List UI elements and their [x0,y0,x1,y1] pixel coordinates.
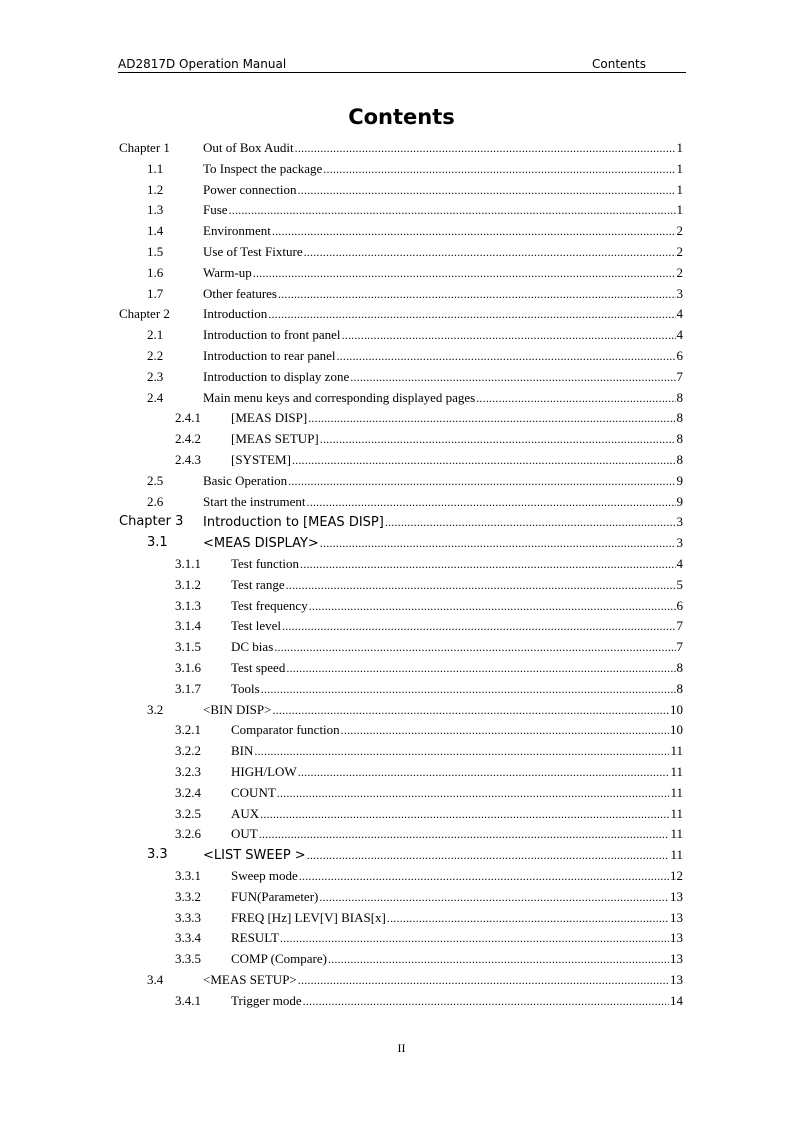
toc-entry[interactable] [0,783,793,804]
toc-entry-number: 3.1 [147,535,168,551]
toc-entry-page: 8 [676,410,683,426]
toc-entry-page: 1 [676,160,683,176]
toc-entry-label: FUN(Parameter) [231,888,319,904]
toc-entry-page: 7 [676,618,683,634]
dot-leader [261,679,676,700]
toc-entry-label: RESULT [231,930,279,946]
dot-leader [272,221,676,242]
dot-leader [274,637,675,658]
dot-leader [387,908,669,929]
toc-entry-number: 3.1.1 [175,556,201,571]
toc-entry[interactable] [0,346,793,367]
toc-entry[interactable] [0,575,793,596]
toc-entry-number: 3.2.5 [175,805,201,821]
toc-entry-number: 3.1.6 [175,660,201,675]
toc-entry-page: 13 [670,888,683,904]
toc-entry-page: 6 [676,348,683,363]
toc-entry[interactable] [0,866,793,887]
toc-entry-label: Basic Operation [203,472,288,488]
toc-entry[interactable] [0,949,793,970]
toc-entry-page: 13 [670,930,683,946]
toc-entry-label: Out of Box Audit [203,140,294,155]
toc-entry-label: Fuse [203,202,228,218]
dot-leader [298,180,676,201]
toc-entry-label: Other features [203,285,277,301]
dot-leader [260,804,669,825]
toc-entry-label: Introduction to rear panel [203,348,336,363]
toc-entry-number: Chapter 2 [119,306,170,322]
toc-entry[interactable] [0,284,793,305]
toc-entry[interactable] [0,845,793,866]
toc-entry[interactable] [0,388,793,409]
toc-entry-number: 3.1.7 [175,680,201,696]
toc-entry[interactable] [0,325,793,346]
toc-entry-label: <LIST SWEEP > [203,848,306,864]
toc-entry-page: 13 [670,909,683,925]
toc-entry-page: 10 [670,701,683,717]
toc-entry-number: Chapter 3 [119,514,184,530]
dot-leader [277,783,670,804]
toc-entry-page: 4 [676,327,683,343]
toc-entry-page: 3 [676,285,683,301]
toc-entry-page: 8 [676,389,683,405]
toc-entry-label: Test level [231,618,281,634]
dot-leader [320,429,676,450]
toc-entry-page: 1 [676,181,683,197]
toc-entry-number: 3.4.1 [175,992,201,1008]
toc-entry-page: 1 [676,202,683,218]
toc-entry-label: Introduction to [MEAS DISP] [203,515,384,531]
toc-entry-number: 2.3 [147,368,164,384]
toc-entry[interactable] [0,658,793,679]
toc-entry-number: 3.2 [147,701,164,717]
toc-entry-page: 7 [676,639,683,655]
toc-entry-page: 13 [670,951,683,967]
toc-entry-label: <MEAS DISPLAY> [203,536,319,552]
toc-entry[interactable] [0,512,793,533]
dot-leader [295,138,676,159]
toc-entry-label: [MEAS DISP] [231,410,308,426]
toc-entry-number: 3.1.4 [175,618,201,634]
toc-entry-number: 3.2.1 [175,722,201,738]
toc-entry-page: 11 [670,826,683,842]
dot-leader [253,263,676,284]
toc-entry-number: 3.3.5 [175,951,201,967]
toc-entry-number: 1.4 [147,223,164,239]
toc-entry-number: 1.2 [147,181,164,197]
page-number: II [397,1041,406,1055]
dot-leader [292,450,676,471]
toc-entry-number: 2.4.1 [175,410,201,426]
dot-leader [282,616,676,637]
dot-leader [320,533,676,554]
toc-entry-number: 2.2 [147,348,164,363]
toc-entry[interactable] [0,471,793,492]
toc-entry-page: 10 [670,722,683,738]
toc-entry-label: Test range [231,576,285,592]
toc-entry-label: [MEAS SETUP] [231,431,319,447]
toc-entry-page: 8 [676,660,683,675]
toc-entry-page: 8 [676,431,683,447]
toc-entry-number: 1.5 [147,244,164,259]
toc-entry-number: 2.5 [147,472,164,488]
dot-leader [280,928,669,949]
toc-entry-page: 3 [676,535,683,551]
toc-entry[interactable] [0,970,793,991]
toc-entry-page: 2 [676,223,683,239]
toc-entry-page: 11 [670,764,683,779]
toc-entry[interactable] [0,908,793,929]
dot-leader [278,284,676,305]
toc-entry-number: Chapter 1 [119,140,170,155]
toc-entry-number: 3.3.2 [175,888,201,904]
dot-leader [300,554,675,575]
toc-entry-label: BIN [231,743,254,759]
toc-entry-number: 3.3.1 [175,868,201,883]
dot-leader [342,325,676,346]
toc-entry-page: 11 [670,847,683,863]
toc-entry[interactable] [0,679,793,700]
toc-entry-label: Introduction to display zone [203,368,350,384]
toc-entry-number: 3.1.5 [175,639,201,655]
toc-entry-page: 4 [676,306,683,322]
dot-leader [286,658,675,679]
toc-entry-label: OUT [231,826,258,842]
dot-leader [307,492,676,513]
toc-entry-page: 11 [670,743,683,759]
dot-leader [308,408,675,429]
toc-entry-label: <MEAS SETUP> [203,972,297,987]
dot-leader [336,346,675,367]
toc-entry-label: Warm-up [203,264,252,280]
dot-leader [298,970,669,991]
dot-leader [476,388,675,409]
toc-entry[interactable] [0,741,793,762]
toc-entry[interactable] [0,492,793,513]
toc-entry-page: 1 [676,140,683,155]
toc-entry-page: 4 [676,556,683,571]
toc-entry-page: 8 [676,452,683,467]
toc-entry-page: 8 [676,680,683,696]
toc-entry-label: COUNT [231,784,276,800]
toc-entry[interactable] [0,720,793,741]
dot-leader [309,596,676,617]
dot-leader [298,762,670,783]
toc-entry[interactable] [0,637,793,658]
dot-leader [259,824,670,845]
dot-leader [268,304,675,325]
toc-entry[interactable] [0,554,793,575]
toc-entry[interactable] [0,429,793,450]
toc-entry-label: Tools [231,680,260,696]
manual-title: AD2817D Operation Manual [118,57,287,71]
toc-entry-page: 9 [676,472,683,488]
toc-entry-page: 11 [670,805,683,821]
toc-entry[interactable] [0,180,793,201]
toc-entry-page: 2 [676,264,683,280]
toc-entry-page: 5 [676,576,683,592]
toc-entry-label: HIGH/LOW [231,764,297,779]
toc-entry-number: 2.6 [147,493,164,509]
toc-entry-page: 13 [670,972,683,987]
toc-entry-page: 2 [676,244,683,259]
toc-entry-label: <BIN DISP> [203,701,272,717]
toc-entry-page: 11 [670,784,683,800]
dot-leader [307,845,670,866]
dot-leader [385,512,676,533]
toc-entry[interactable] [0,596,793,617]
dot-leader [254,741,669,762]
dot-leader [328,949,669,970]
toc-entry-number: 3.1.2 [175,576,201,592]
toc-entry-label: Sweep mode [231,868,298,883]
dot-leader [229,200,676,221]
toc-entry-label: Use of Test Fixture [203,244,303,259]
toc-entry[interactable] [0,887,793,908]
dot-leader [304,242,676,263]
dot-leader [319,887,669,908]
toc-entry-number: 1.3 [147,202,164,218]
dot-leader [272,700,669,721]
toc-entry-label: AUX [231,805,260,821]
toc-entry-number: 3.4 [147,972,164,987]
toc-entry[interactable] [0,616,793,637]
toc-entry[interactable] [0,200,793,221]
toc-entry-page: 7 [676,368,683,384]
toc-entry-label: Comparator function [231,722,340,738]
toc-entry-page: 6 [676,597,683,613]
toc-entry-number: 3.3.3 [175,909,201,925]
toc-entry-label: Power connection [203,181,297,197]
toc-entry-number: 3.2.4 [175,784,201,800]
toc-entry[interactable] [0,450,793,471]
toc-entry-number: 1.7 [147,285,164,301]
toc-entry-page: 3 [676,514,683,530]
running-header [118,57,686,73]
toc-entry-page: 14 [670,992,683,1008]
toc-entry-number: 1.6 [147,264,164,280]
dot-leader [288,471,675,492]
toc-entry-number: 3.2.6 [175,826,201,842]
header-section: Contents [592,57,646,71]
toc-entry[interactable] [0,221,793,242]
toc-entry-label: Environment [203,223,271,239]
toc-entry-number: 3.3 [147,847,168,863]
toc-entry-number: 2.4.3 [175,452,201,467]
toc-entry-page: 9 [676,493,683,509]
toc-entry-label: Start the instrument [203,493,306,509]
toc-entry[interactable] [0,533,793,554]
toc-entry[interactable] [0,408,793,429]
toc-entry-label: Test frequency [231,597,308,613]
toc-entry-number: 2.4 [147,389,164,405]
dot-leader [303,991,669,1012]
toc-entry-number: 2.4.2 [175,431,201,447]
toc-entry-number: 3.3.4 [175,930,201,946]
toc-entry[interactable] [0,804,793,825]
toc-entry[interactable] [0,263,793,284]
toc-entry[interactable] [0,242,793,263]
toc-entry-number: 1.1 [147,160,164,176]
toc-entry[interactable] [0,762,793,783]
toc-entry-number: 3.1.3 [175,597,201,613]
toc-entry-number: 3.2.3 [175,764,201,779]
toc-entry-page: 12 [670,868,683,883]
toc-entry-number: 3.2.2 [175,743,201,759]
dot-leader [299,866,669,887]
toc-entry-label: Introduction [203,306,268,322]
dot-leader [286,575,676,596]
toc-entry[interactable] [0,824,793,845]
toc-entry-label: Main menu keys and corresponding displayed pages [203,389,476,405]
toc-entry-label: COMP (Compare) [231,951,327,967]
toc-entry[interactable] [0,928,793,949]
dot-leader [350,367,675,388]
toc-entry-label: To Inspect the package [203,160,323,176]
toc-entry-label: Test function [231,556,300,571]
toc-entry[interactable] [0,138,793,159]
toc-entry-label: DC bias [231,639,274,655]
toc-entry-label: [SYSTEM] [231,452,291,467]
dot-leader [323,159,675,180]
toc-entry-label: Introduction to front panel [203,327,341,343]
toc-entry-label: Trigger mode [231,992,302,1008]
toc-entry[interactable] [0,304,793,325]
toc-entry[interactable] [0,991,793,1012]
toc-entry-label: Test speed [231,660,286,675]
page-title: Contents [348,105,455,129]
toc-entry[interactable] [0,367,793,388]
dot-leader [341,720,669,741]
toc-entry-number: 2.1 [147,327,164,343]
toc-entry[interactable] [0,700,793,721]
toc-entry-label: FREQ [Hz] LEV[V] BIAS[x] [231,909,386,925]
toc-entry[interactable] [0,159,793,180]
